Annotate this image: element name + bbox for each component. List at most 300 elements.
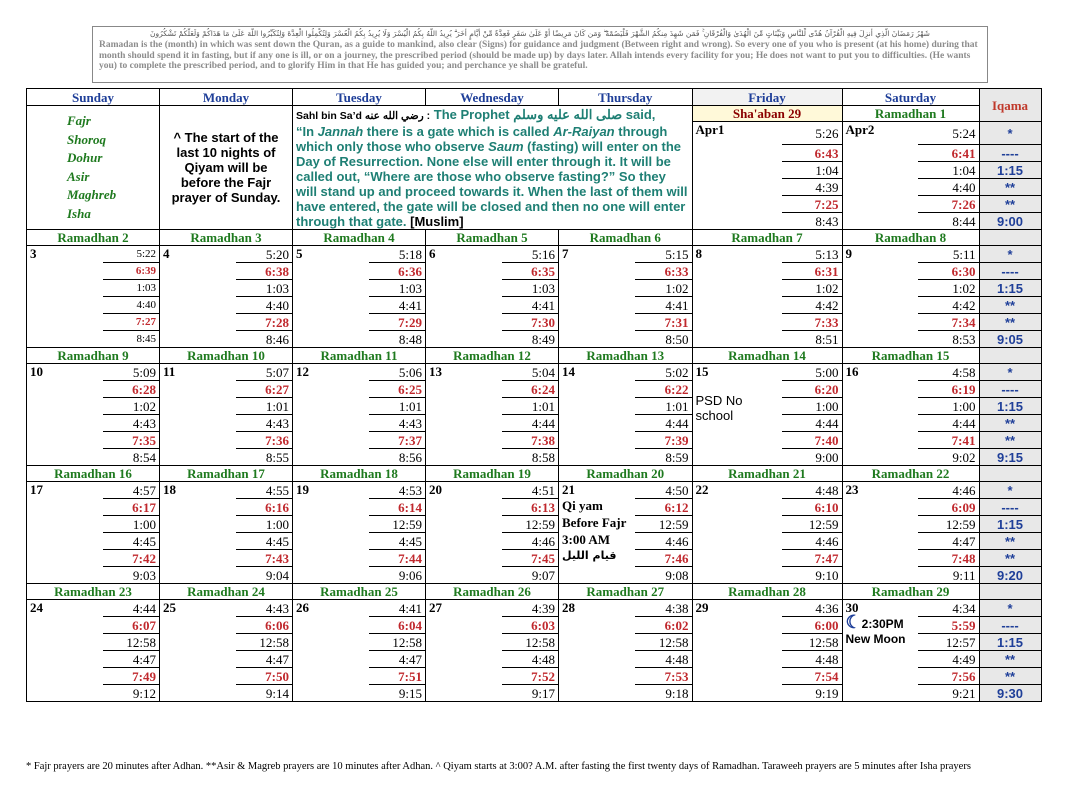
prayer-time: 7:49 bbox=[103, 668, 160, 685]
prayer-time: 12:57 bbox=[918, 634, 979, 651]
prayer-time: 4:48 bbox=[502, 651, 559, 668]
day-header-tuesday: Tuesday bbox=[293, 89, 426, 106]
iqama-time: ** bbox=[979, 533, 1041, 550]
prayer-time: 4:46 bbox=[635, 533, 692, 550]
prayer-time: 6:24 bbox=[502, 381, 559, 398]
prayer-time: 7:29 bbox=[369, 314, 426, 331]
prayer-time: 4:45 bbox=[236, 533, 293, 550]
prayer-time: 4:34 bbox=[918, 600, 979, 617]
hadith-text: there is a gate which is called bbox=[363, 124, 554, 139]
iqama-time: 1:15 bbox=[979, 634, 1041, 651]
day-cell bbox=[160, 246, 236, 348]
prayer-time: 5:07 bbox=[236, 364, 293, 381]
prayer-time: 9:19 bbox=[782, 685, 842, 702]
prayer-time: 4:44 bbox=[635, 415, 692, 432]
crescent-moon-icon: ☾ bbox=[845, 612, 862, 632]
day-number: 9 bbox=[845, 246, 852, 261]
prayer-time: 12:58 bbox=[369, 634, 426, 651]
prayer-time: 5:16 bbox=[502, 246, 559, 263]
prayer-time: 6:03 bbox=[502, 617, 559, 634]
prayer-time: 5:15 bbox=[635, 246, 692, 263]
iqama-time: 1:15 bbox=[979, 280, 1041, 297]
prayer-time: 8:53 bbox=[918, 331, 979, 348]
iqama-time: 1:15 bbox=[979, 162, 1041, 179]
iqama-time: * bbox=[979, 364, 1041, 381]
prayer-time: 8:48 bbox=[369, 331, 426, 348]
prayer-time: 5:00 bbox=[782, 364, 842, 381]
prayer-time: 1:01 bbox=[236, 398, 293, 415]
day-number: Apr2 bbox=[842, 122, 918, 230]
hijri-date: Ramadhan 10 bbox=[160, 348, 293, 364]
quran-verse-box bbox=[92, 26, 988, 83]
prayer-time: 6:33 bbox=[635, 263, 692, 280]
prayer-time: 6:04 bbox=[369, 617, 426, 634]
prayer-time: 4:44 bbox=[502, 415, 559, 432]
day-number: 11 bbox=[163, 364, 176, 379]
prayer-calendar bbox=[26, 88, 1042, 702]
hijri-date: Ramadhan 12 bbox=[426, 348, 559, 364]
hadith-text: (fasting) will enter on the Day of Resurrection. None else will enter through it. It will be called out, “Where are those who observe fasting?” So they will stand up and proceed towards it. When the last of them will have entered, the gate will be closed and then no one will enter through that gate. bbox=[296, 139, 688, 229]
prayer-time: 6:13 bbox=[502, 499, 559, 516]
prayer-name-isha: Isha bbox=[67, 205, 91, 221]
day-number: 22 bbox=[695, 482, 709, 497]
prayer-time: 12:59 bbox=[369, 516, 426, 533]
prayer-time: 7:43 bbox=[236, 550, 293, 567]
day-cell bbox=[426, 364, 502, 466]
iqama-time: ---- bbox=[979, 499, 1041, 516]
hijri-date: Ramadhan 5 bbox=[426, 230, 559, 246]
day-cell bbox=[293, 364, 369, 466]
prayer-time: 1:03 bbox=[236, 280, 293, 297]
hadith-narrator: Sahl bin Sa’d رضي الله عنه : bbox=[296, 110, 431, 122]
prayer-time: 1:04 bbox=[918, 162, 979, 179]
iqama-spacer bbox=[979, 584, 1041, 600]
prayer-time: 4:46 bbox=[502, 533, 559, 550]
prayer-time: 4:47 bbox=[369, 651, 426, 668]
iqama-time: ---- bbox=[979, 617, 1041, 634]
prayer-time: 5:24 bbox=[918, 122, 979, 145]
hijri-date: Ramadhan 26 bbox=[426, 584, 559, 600]
day-cell bbox=[27, 600, 103, 702]
iqama-time: ---- bbox=[979, 263, 1041, 280]
iqama-time: * bbox=[979, 122, 1041, 145]
prayer-time: 4:45 bbox=[103, 533, 160, 550]
prayer-time: 7:41 bbox=[918, 432, 979, 449]
prayer-time: 4:39 bbox=[782, 179, 842, 196]
prayer-time: 5:18 bbox=[369, 246, 426, 263]
prayer-time: 4:41 bbox=[369, 600, 426, 617]
prayer-time: 9:12 bbox=[103, 685, 160, 702]
prayer-time: 5:04 bbox=[502, 364, 559, 381]
day-number: 6 bbox=[429, 246, 436, 261]
hijri-date: Ramadhan 20 bbox=[559, 466, 693, 482]
qiyam-start-note: ^ The start of the last 10 nights of Qiyam will be before the Fajr prayer of Sunday. bbox=[160, 106, 293, 230]
iqama-time: ---- bbox=[979, 145, 1041, 162]
hadith-text: “In bbox=[296, 124, 318, 139]
prayer-time: 8:56 bbox=[369, 449, 426, 466]
iqama-spacer bbox=[979, 348, 1041, 364]
day-number: 23 bbox=[845, 482, 859, 497]
prayer-time: 8:49 bbox=[502, 331, 559, 348]
iqama-time: 9:20 bbox=[979, 567, 1041, 584]
day-cell bbox=[559, 482, 636, 584]
prayer-time: 7:31 bbox=[635, 314, 692, 331]
prayer-time: 4:43 bbox=[236, 415, 293, 432]
prayer-time: 7:33 bbox=[782, 314, 842, 331]
prayer-time: 8:51 bbox=[782, 331, 842, 348]
day-cell bbox=[692, 482, 782, 584]
day-cell bbox=[692, 600, 782, 702]
day-cell bbox=[842, 482, 918, 584]
prayer-time: 1:00 bbox=[236, 516, 293, 533]
day-number: 14 bbox=[562, 364, 575, 379]
prayer-time: 9:11 bbox=[918, 567, 979, 584]
prayer-time: 7:37 bbox=[369, 432, 426, 449]
iqama-time: ** bbox=[979, 550, 1041, 567]
hijri-date: Ramadhan 21 bbox=[692, 466, 842, 482]
prayer-time: 9:17 bbox=[502, 685, 559, 702]
prayer-time: 4:36 bbox=[782, 600, 842, 617]
prayer-time: 4:38 bbox=[635, 600, 692, 617]
prayer-time: 4:50 bbox=[635, 482, 692, 499]
hijri-date: Ramadhan 22 bbox=[842, 466, 979, 482]
prayer-time: 4:51 bbox=[502, 482, 559, 499]
prayer-time: 6:09 bbox=[918, 499, 979, 516]
prayer-time: 6:16 bbox=[236, 499, 293, 516]
prayer-time: 1:02 bbox=[103, 398, 160, 415]
hijri-date: Ramadhan 6 bbox=[559, 230, 693, 246]
prayer-time: 4:39 bbox=[502, 600, 559, 617]
hadith-prophet: The Prophet صلى الله عليه وسلم said, bbox=[433, 107, 656, 122]
prayer-time: 4:41 bbox=[635, 297, 692, 314]
day-cell bbox=[160, 364, 236, 466]
prayer-time: 9:14 bbox=[236, 685, 293, 702]
prayer-name-dohur: Dohur bbox=[67, 150, 103, 165]
prayer-time: 9:04 bbox=[236, 567, 293, 584]
day-cell bbox=[426, 246, 502, 348]
day-number: 18 bbox=[163, 482, 176, 497]
prayer-time: 8:44 bbox=[918, 213, 979, 230]
prayer-time: 6:10 bbox=[782, 499, 842, 516]
prayer-time: 4:48 bbox=[782, 482, 842, 499]
prayer-time: 1:04 bbox=[782, 162, 842, 179]
prayer-time: 12:58 bbox=[782, 634, 842, 651]
prayer-time: 1:02 bbox=[782, 280, 842, 297]
day-number: 26 bbox=[296, 600, 309, 615]
prayer-time: 6:14 bbox=[369, 499, 426, 516]
hijri-date: Ramadhan 1 bbox=[842, 106, 979, 122]
iqama-header: Iqama bbox=[979, 89, 1041, 122]
prayer-time: 6:35 bbox=[502, 263, 559, 280]
qiyam-arabic: قيام الليل bbox=[562, 549, 617, 562]
prayer-time: 7:36 bbox=[236, 432, 293, 449]
day-number: 25 bbox=[163, 600, 176, 615]
prayer-time: 12:58 bbox=[635, 634, 692, 651]
prayer-time: 7:38 bbox=[502, 432, 559, 449]
prayer-time: 4:48 bbox=[782, 651, 842, 668]
day-number: 3 bbox=[30, 246, 37, 261]
prayer-time: 5:26 bbox=[782, 122, 842, 145]
prayer-time: 4:42 bbox=[782, 297, 842, 314]
prayer-time: 12:59 bbox=[782, 516, 842, 533]
day-cell bbox=[293, 482, 369, 584]
new-moon-label: New Moon bbox=[845, 632, 906, 646]
prayer-time: 6:02 bbox=[635, 617, 692, 634]
prayer-time: 8:45 bbox=[103, 331, 160, 348]
iqama-time: 1:15 bbox=[979, 398, 1041, 415]
prayer-time: 4:55 bbox=[236, 482, 293, 499]
iqama-time: ** bbox=[979, 668, 1041, 685]
day-header-monday: Monday bbox=[160, 89, 293, 106]
hijri-date: Ramadhan 11 bbox=[293, 348, 426, 364]
prayer-time: 8:54 bbox=[103, 449, 160, 466]
hijri-date: Ramadhan 24 bbox=[160, 584, 293, 600]
prayer-names bbox=[27, 106, 160, 230]
prayer-time: 5:11 bbox=[918, 246, 979, 263]
hijri-date: Ramadhan 4 bbox=[293, 230, 426, 246]
prayer-time: 4:43 bbox=[103, 415, 160, 432]
day-cell bbox=[842, 246, 918, 348]
prayer-name-shoroq: Shoroq bbox=[67, 131, 107, 147]
prayer-time: 9:21 bbox=[918, 685, 979, 702]
hijri-date: Sha'aban 29 bbox=[692, 106, 842, 122]
prayer-time: 4:42 bbox=[918, 297, 979, 314]
hadith-term-rayan: Ar-Raiyan bbox=[553, 124, 615, 139]
hijri-date: Ramadhan 28 bbox=[692, 584, 842, 600]
day-header-sunday: Sunday bbox=[27, 89, 160, 106]
day-cell bbox=[559, 364, 636, 466]
prayer-time: 4:43 bbox=[236, 600, 293, 617]
hijri-date: Ramadhan 13 bbox=[559, 348, 693, 364]
prayer-time: 8:43 bbox=[782, 213, 842, 230]
day-number: 16 bbox=[845, 364, 859, 379]
prayer-time: 4:58 bbox=[918, 364, 979, 381]
prayer-time: 7:45 bbox=[502, 550, 559, 567]
prayer-time: 1:00 bbox=[782, 398, 842, 415]
prayer-time: 1:00 bbox=[918, 398, 979, 415]
prayer-time: 12:59 bbox=[502, 516, 559, 533]
prayer-time: 9:18 bbox=[635, 685, 692, 702]
iqama-time: ** bbox=[979, 415, 1041, 432]
hijri-date: Ramadhan 25 bbox=[293, 584, 426, 600]
iqama-time: ** bbox=[979, 179, 1041, 196]
new-moon-time: 2:30PM bbox=[861, 617, 904, 631]
day-cell bbox=[160, 482, 236, 584]
prayer-time: 4:44 bbox=[782, 415, 842, 432]
prayer-time: 6:41 bbox=[918, 145, 979, 162]
prayer-time: 1:02 bbox=[918, 280, 979, 297]
prayer-time: 9:03 bbox=[103, 567, 160, 584]
day-cell bbox=[426, 482, 502, 584]
psd-no-school-note: PSD No school bbox=[695, 393, 743, 423]
prayer-time: 4:41 bbox=[502, 297, 559, 314]
prayer-time: 1:01 bbox=[502, 398, 559, 415]
hijri-date: Ramadhan 23 bbox=[27, 584, 160, 600]
day-number: 30 bbox=[845, 600, 859, 615]
prayer-time: 9:07 bbox=[502, 567, 559, 584]
hadith-text: through which only those who observe bbox=[296, 124, 668, 154]
prayer-time: 4:49 bbox=[918, 651, 979, 668]
prayer-time: 4:48 bbox=[635, 651, 692, 668]
day-number: 24 bbox=[30, 600, 43, 615]
hadith-term-jannah: Jannah bbox=[317, 124, 364, 139]
day-number: 17 bbox=[30, 482, 43, 497]
day-header-wednesday: Wednesday bbox=[426, 89, 559, 106]
day-number: 29 bbox=[695, 600, 709, 615]
prayer-time: 7:52 bbox=[502, 668, 559, 685]
prayer-time: 6:43 bbox=[782, 145, 842, 162]
day-cell bbox=[160, 600, 236, 702]
hijri-date: Ramadhan 7 bbox=[692, 230, 842, 246]
prayer-time: 7:56 bbox=[918, 668, 979, 685]
iqama-time: ---- bbox=[979, 381, 1041, 398]
prayer-time: 7:48 bbox=[918, 550, 979, 567]
day-number: 27 bbox=[429, 600, 442, 615]
prayer-time: 12:58 bbox=[502, 634, 559, 651]
prayer-time: 1:01 bbox=[369, 398, 426, 415]
prayer-time: 6:20 bbox=[782, 381, 842, 398]
iqama-time: ** bbox=[979, 297, 1041, 314]
hijri-date: Ramadhan 3 bbox=[160, 230, 293, 246]
day-cell bbox=[692, 246, 782, 348]
day-number: 20 bbox=[429, 482, 442, 497]
day-cell bbox=[426, 600, 502, 702]
prayer-time: 9:08 bbox=[635, 567, 692, 584]
prayer-time: 4:47 bbox=[918, 533, 979, 550]
prayer-time: 5:20 bbox=[236, 246, 293, 263]
day-header-friday: Friday bbox=[692, 89, 842, 106]
hijri-date: Ramadhan 14 bbox=[692, 348, 842, 364]
day-cell bbox=[559, 246, 636, 348]
prayer-time: 5:13 bbox=[782, 246, 842, 263]
prayer-time: 4:40 bbox=[103, 297, 160, 314]
prayer-time: 8:59 bbox=[635, 449, 692, 466]
prayer-time: 4:47 bbox=[236, 651, 293, 668]
prayer-time: 6:22 bbox=[635, 381, 692, 398]
prayer-time: 9:00 bbox=[782, 449, 842, 466]
iqama-time: ** bbox=[979, 196, 1041, 213]
iqama-time: 1:15 bbox=[979, 516, 1041, 533]
prayer-time: 9:06 bbox=[369, 567, 426, 584]
day-cell bbox=[692, 364, 782, 466]
prayer-time: 1:03 bbox=[103, 280, 160, 297]
prayer-time: 7:47 bbox=[782, 550, 842, 567]
prayer-time: 8:55 bbox=[236, 449, 293, 466]
iqama-time: ** bbox=[979, 314, 1041, 331]
day-cell bbox=[842, 364, 918, 466]
prayer-time: 4:44 bbox=[103, 600, 160, 617]
prayer-time: 9:10 bbox=[782, 567, 842, 584]
prayer-time: 6:06 bbox=[236, 617, 293, 634]
prayer-time: 4:41 bbox=[369, 297, 426, 314]
prayer-time: 1:02 bbox=[635, 280, 692, 297]
prayer-time: 7:54 bbox=[782, 668, 842, 685]
prayer-time: 6:25 bbox=[369, 381, 426, 398]
quran-verse-arabic: شَهْرُ رَمَضَانَ الَّذِي أُنزِلَ فِيهِ الْقُرْآنُ هُدًى لِّلنَّاسِ وَبَيِّنَاتٍ مِّنَ الْهُدَىٰ وَالْفُرْقَانِ ۚ فَمَن شَهِدَ مِنكُمُ الشَّهْرَ فَلْيَصُمْهُ ۖ وَمَن كَانَ مَرِيضًا أَوْ عَلَىٰ سَفَرٍ فَعِدَّةٌ مِّنْ أَيَّامٍ أُخَرَ ۗ يُرِيدُ اللَّهُ بِكُمُ الْيُسْرَ وَلَا يُرِيدُ بِكُمُ الْعُسْرَ وَلِتُكْمِلُوا الْعِدَّةَ وَلِتُكَبِّرُوا اللَّهَ عَلَىٰ مَا هَدَاكُمْ وَلَعَلَّكُمْ تَشْكُرُونَ bbox=[150, 29, 930, 38]
prayer-time: 12:59 bbox=[635, 516, 692, 533]
iqama-time: 9:00 bbox=[979, 213, 1041, 230]
prayer-time: 4:43 bbox=[369, 415, 426, 432]
prayer-time: 6:39 bbox=[103, 263, 160, 280]
prayer-time: 7:28 bbox=[236, 314, 293, 331]
hadith-source: [Muslim] bbox=[410, 214, 464, 229]
day-cell bbox=[27, 246, 103, 348]
prayer-time: 6:00 bbox=[782, 617, 842, 634]
day-number: 28 bbox=[562, 600, 575, 615]
prayer-time: 7:42 bbox=[103, 550, 160, 567]
iqama-time: * bbox=[979, 482, 1041, 499]
prayer-time: 12:58 bbox=[236, 634, 293, 651]
prayer-time: 7:39 bbox=[635, 432, 692, 449]
prayer-time: 6:12 bbox=[635, 499, 692, 516]
hijri-date: Ramadhan 8 bbox=[842, 230, 979, 246]
iqama-time: ** bbox=[979, 432, 1041, 449]
prayer-time: 6:19 bbox=[918, 381, 979, 398]
day-number: 15 bbox=[695, 364, 709, 379]
quran-verse-english: Ramadan is the (month) in which was sent down the Quran, as a guide to mankind, also clear (Signs) for guidance and judgment (Between right and wrong). So every one of you who is present (at his home) during that month should spend it in fasting, but if any one is ill, or on a journey, the prescribed period (should be made up) by days later. Allah intends every facility for you; He does not want to put you to difficulties. (He wants you) to complete the prescribed period, and to glorify Him in that He has guided you; and perchance ye shall be grateful. bbox=[99, 40, 978, 71]
prayer-time: 6:38 bbox=[236, 263, 293, 280]
prayer-time: 1:00 bbox=[103, 516, 160, 533]
prayer-time: 7:50 bbox=[236, 668, 293, 685]
prayer-time: 1:03 bbox=[502, 280, 559, 297]
prayer-time: 7:26 bbox=[918, 196, 979, 213]
prayer-time: 1:01 bbox=[635, 398, 692, 415]
prayer-time: 1:03 bbox=[369, 280, 426, 297]
prayer-time: 7:30 bbox=[502, 314, 559, 331]
prayer-time: 6:28 bbox=[103, 381, 160, 398]
iqama-time: 9:30 bbox=[979, 685, 1041, 702]
day-cell bbox=[559, 600, 636, 702]
prayer-name-asir: Asir bbox=[67, 168, 90, 184]
day-cell bbox=[27, 364, 103, 466]
iqama-time: * bbox=[979, 246, 1041, 263]
prayer-time: 4:53 bbox=[369, 482, 426, 499]
prayer-name-maghreb: Maghreb bbox=[67, 187, 117, 202]
day-header-thursday: Thursday bbox=[559, 89, 693, 106]
prayer-time: 12:58 bbox=[103, 634, 160, 651]
day-number: 4 bbox=[163, 246, 170, 261]
prayer-time: 7:46 bbox=[635, 550, 692, 567]
day-number: 19 bbox=[296, 482, 309, 497]
iqama-time: ** bbox=[979, 651, 1041, 668]
prayer-time: 5:22 bbox=[103, 246, 160, 263]
iqama-spacer bbox=[979, 230, 1041, 246]
hijri-date: Ramadhan 2 bbox=[27, 230, 160, 246]
day-cell bbox=[293, 600, 369, 702]
prayer-time: 8:50 bbox=[635, 331, 692, 348]
prayer-time: 4:40 bbox=[236, 297, 293, 314]
prayer-time: 7:34 bbox=[918, 314, 979, 331]
hijri-date: Ramadhan 16 bbox=[27, 466, 160, 482]
prayer-time: 5:09 bbox=[103, 364, 160, 381]
day-number: Apr1 bbox=[692, 122, 782, 230]
prayer-time: 9:15 bbox=[369, 685, 426, 702]
day-number: 21 bbox=[562, 482, 575, 497]
iqama-time: 9:15 bbox=[979, 449, 1041, 466]
prayer-name-fajr: Fajr bbox=[67, 113, 91, 128]
day-cell bbox=[27, 482, 103, 584]
prayer-time: 6:27 bbox=[236, 381, 293, 398]
hijri-date: Ramadhan 18 bbox=[293, 466, 426, 482]
new-moon-note bbox=[845, 612, 916, 647]
hijri-date: Ramadhan 9 bbox=[27, 348, 160, 364]
prayer-time: 9:02 bbox=[918, 449, 979, 466]
prayer-time: 4:40 bbox=[918, 179, 979, 196]
hijri-date: Ramadhan 27 bbox=[559, 584, 693, 600]
prayer-time: 6:31 bbox=[782, 263, 842, 280]
day-number: 8 bbox=[695, 246, 702, 261]
prayer-time: 7:35 bbox=[103, 432, 160, 449]
